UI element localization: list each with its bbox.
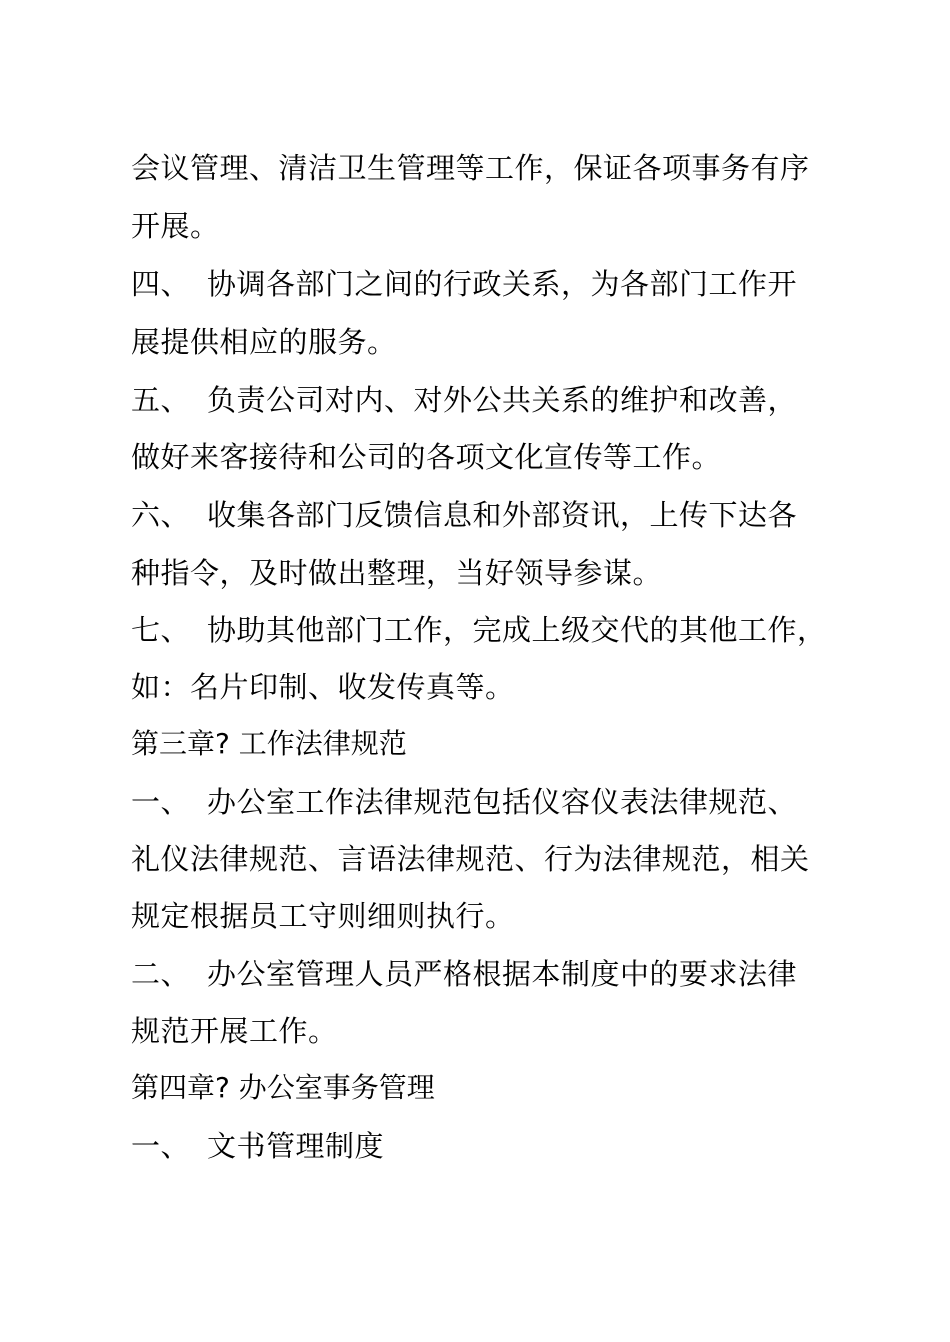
list-item <box>131 264 797 304</box>
list-item <box>131 610 827 650</box>
line-text: 种指令，及时做出整理，当好领导参谋。 <box>131 556 663 590</box>
line-text: 规范开展工作。 <box>131 1014 338 1048</box>
item-number: 一、 <box>131 1129 191 1163</box>
line-text: 如：名片印制、收发传真等。 <box>131 670 515 704</box>
body-line <box>131 206 220 246</box>
line-text: 第三章? 工作法律规范 <box>131 727 407 760</box>
list-item <box>131 954 797 994</box>
body-line <box>131 553 662 593</box>
list-item <box>131 495 797 535</box>
list-item <box>131 1126 384 1166</box>
line-text: 礼仪法律规范、言语法律规范、行为法律规范，相关 <box>131 842 810 876</box>
line-text: 办公室工作法律规范包括仪容仪表法律规范、 <box>207 785 798 819</box>
line-text: 办公室管理人员严格根据本制度中的要求法律 <box>207 957 798 991</box>
line-text: 展提供相应的服务。 <box>131 325 397 359</box>
list-item <box>131 782 797 822</box>
line-text: 规定根据员工守则细则执行。 <box>131 899 515 933</box>
item-number: 一、 <box>131 785 191 819</box>
chapter-heading <box>131 724 407 764</box>
item-number: 四、 <box>131 267 191 301</box>
body-line <box>131 322 397 362</box>
item-number: 五、 <box>131 383 191 417</box>
item-number: 七、 <box>131 613 191 647</box>
body-line <box>131 667 515 707</box>
line-text: 负责公司对内、对外公共关系的维护和改善， <box>207 383 798 417</box>
line-text: 协调各部门之间的行政关系，为各部门工作开 <box>207 267 798 301</box>
chapter-heading <box>131 1068 435 1108</box>
list-item <box>131 380 797 420</box>
item-number: 六、 <box>131 498 191 532</box>
item-number: 二、 <box>131 957 191 991</box>
line-text: 会议管理、清洁卫生管理等工作，保证各项事务有序 <box>131 151 810 185</box>
line-text: 第四章? 办公室事务管理 <box>131 1071 435 1104</box>
line-text: 文书管理制度 <box>207 1129 385 1163</box>
line-text: 协助其他部门工作，完成上级交代的其他工作， <box>207 613 827 647</box>
body-line <box>131 896 515 936</box>
line-text: 做好来客接待和公司的各项文化宣传等工作。 <box>131 440 722 474</box>
body-line <box>131 839 810 879</box>
body-line <box>131 437 721 477</box>
body-line <box>131 1011 338 1051</box>
line-text: 开展。 <box>131 209 220 243</box>
body-line <box>131 148 810 188</box>
line-text: 收集各部门反馈信息和外部资讯，上传下达各 <box>207 498 798 532</box>
